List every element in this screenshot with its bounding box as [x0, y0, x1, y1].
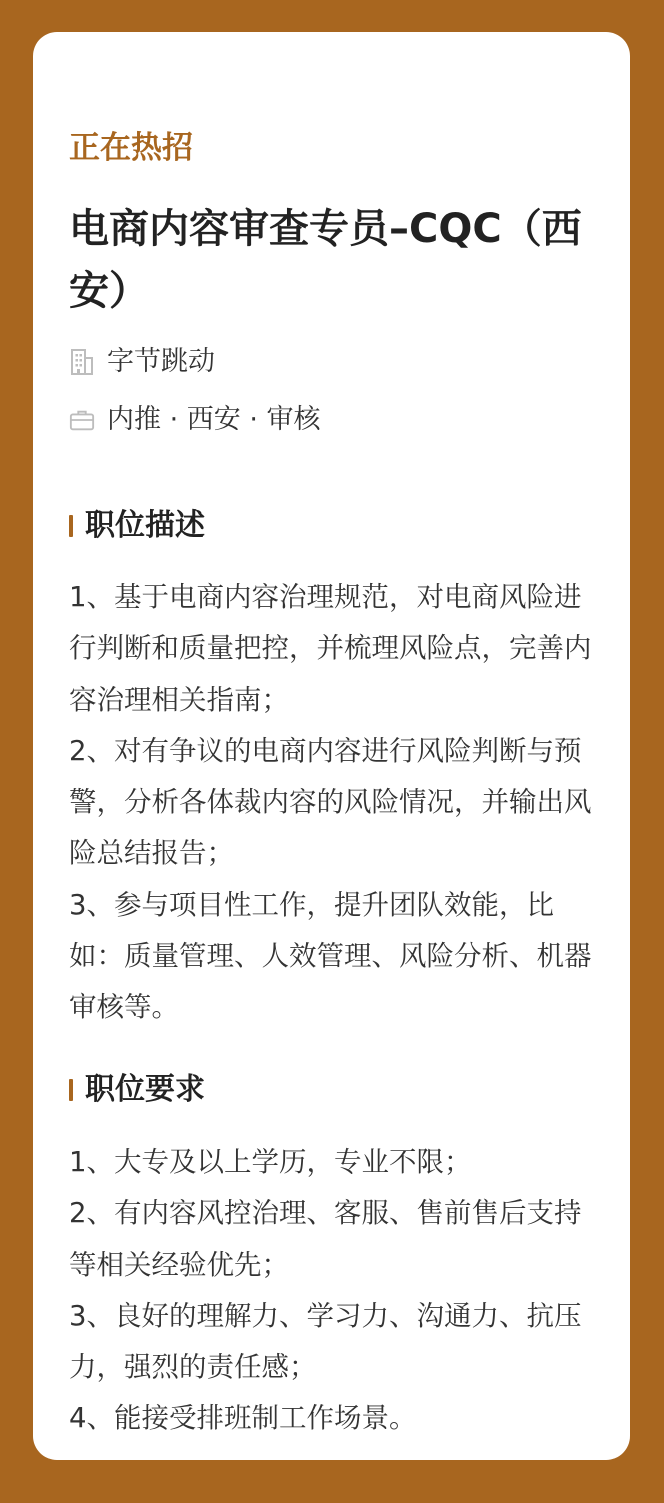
job-card — [33, 32, 630, 1460]
description-item: 2、对有争议的电商内容进行风险判断与预警，分析各体裁内容的风险情况，并输出风险总结报告； — [69, 734, 592, 870]
briefcase-icon — [69, 405, 95, 435]
requirement-item: 4、能接受排班制工作场景。 — [69, 1402, 417, 1435]
description-body — [69, 572, 601, 1034]
company-name: 字节跳动 — [107, 346, 215, 377]
description-item: 1、基于电商内容治理规范，对电商风险进行判断和质量把控，并梳理风险点，完善内容治理相关指南； — [69, 581, 592, 716]
requirements-body — [69, 1137, 601, 1445]
section-accent-bar — [69, 515, 73, 537]
section-accent-bar — [69, 1079, 73, 1101]
building-icon — [69, 347, 95, 377]
job-title: 电商内容审查专员–CQC（西安） — [69, 206, 582, 314]
requirement-item: 1、大专及以上学历，专业不限； — [69, 1146, 472, 1178]
job-meta-row — [69, 402, 321, 438]
hiring-tag: 正在热招 — [69, 130, 193, 166]
requirements-heading-label: 职位要求 — [85, 1072, 205, 1107]
requirements-heading — [69, 1070, 205, 1110]
requirement-item: 3、良好的理解力、学习力、沟通力、抗压力，强烈的责任感； — [69, 1299, 582, 1384]
company-row — [69, 344, 215, 380]
description-heading — [69, 506, 205, 546]
job-meta-text: 内推 · 西安 · 审核 — [107, 404, 321, 435]
requirement-item: 2、有内容风控治理、客服、售前售后支持等相关经验优先； — [69, 1197, 582, 1281]
description-heading-label: 职位描述 — [85, 508, 205, 543]
description-item: 3、参与项目性工作，提升团队效能，比如：质量管理、人效管理、风险分析、机器审核等。 — [69, 888, 592, 1024]
